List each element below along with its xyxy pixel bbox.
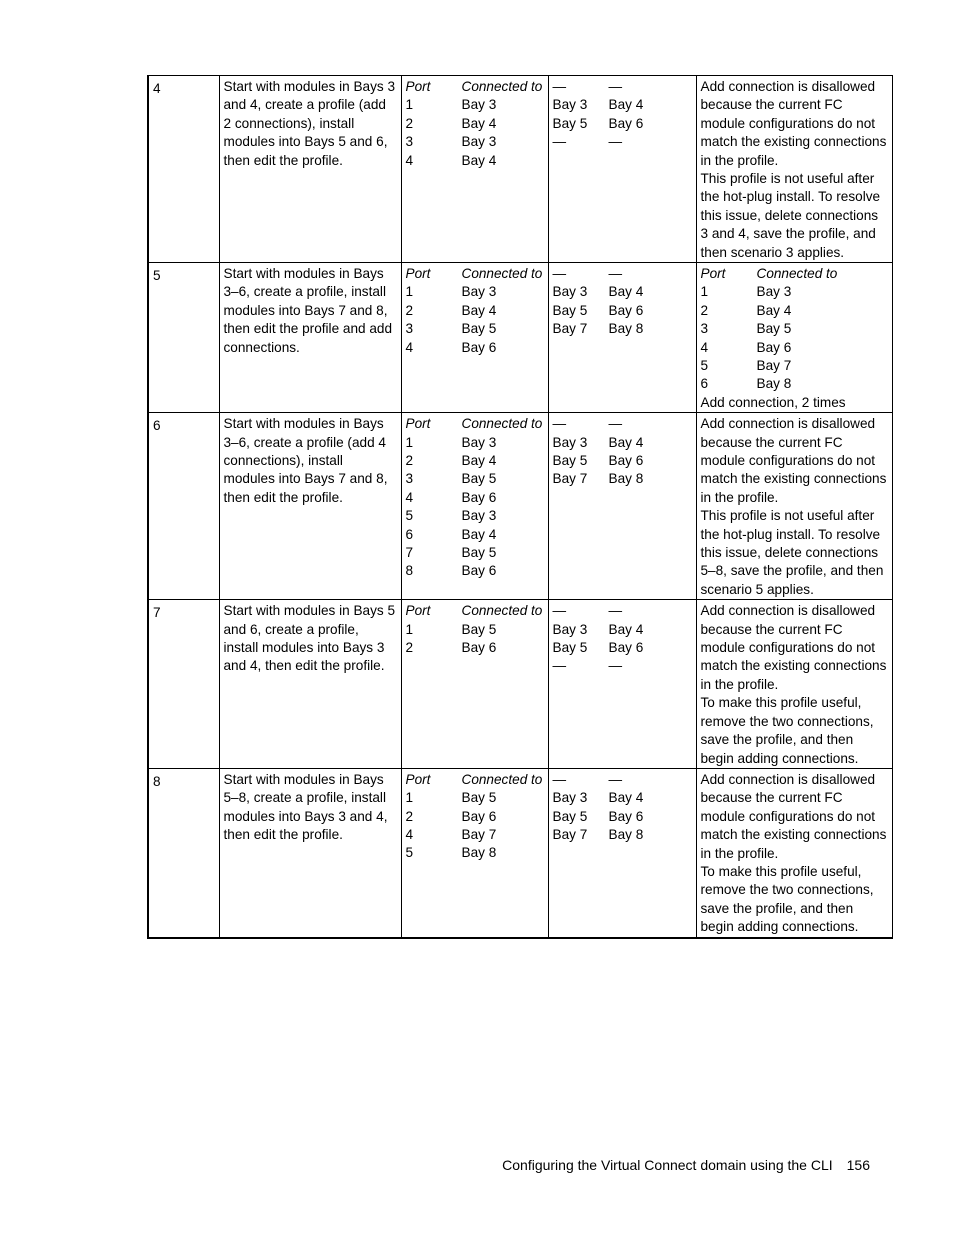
bay-left: Bay 5 [552, 640, 588, 656]
scenario-number: 5 [148, 263, 219, 413]
port-connections [401, 76, 548, 263]
connected-bay: Bay 6 [461, 489, 497, 505]
port-row [406, 96, 544, 114]
port-row [701, 339, 888, 357]
port-header: Port [405, 771, 431, 787]
port-number: 4 [405, 827, 414, 843]
connected-bay: Bay 6 [461, 640, 497, 656]
bay-row [553, 621, 692, 639]
port-number: 2 [405, 452, 414, 468]
connected-to-header: Connected to [756, 266, 838, 282]
result-paragraph: Add connection is disallowed because the current FC module configurations do not match the existing connections in the profile. [700, 771, 887, 861]
bay-left: Bay 7 [552, 827, 588, 843]
connected-bay: Bay 5 [461, 790, 497, 806]
port-row [701, 320, 888, 338]
port-table-header [701, 265, 888, 283]
bay-row [553, 320, 692, 338]
bay-row [553, 133, 692, 151]
bay-row [553, 657, 692, 675]
bay-left: — [552, 658, 567, 674]
port-header: Port [405, 266, 431, 282]
port-row [406, 302, 544, 320]
result-paragraph: Add connection is disallowed because the current FC module configurations do not match the existing connections in the profile. [700, 603, 887, 692]
port-row [406, 826, 544, 844]
bay-right: Bay 8 [608, 827, 644, 843]
installed-bays [548, 263, 696, 413]
port-table-header [406, 265, 544, 283]
scenario-row [148, 768, 892, 937]
installed-bays [548, 76, 696, 263]
scenario-description: Start with modules in Bays 5–8, create a profile, install modules into Bays 3 and 4, then edit the profile. [219, 768, 401, 937]
port-number: 3 [700, 321, 709, 337]
port-connections [401, 768, 548, 937]
installed-bays [548, 600, 696, 769]
bay-row [553, 639, 692, 657]
port-table-header [406, 78, 544, 96]
bay-right: Bay 4 [608, 434, 644, 450]
connected-bay: Bay 5 [756, 321, 792, 337]
scenario-description: Start with modules in Bays 3 and 4, create a profile (add 2 connections), install modules into Bays 5 and 6, then edit the profile. [219, 76, 401, 263]
bay-right: — [608, 79, 623, 94]
bay-left: Bay 3 [552, 621, 588, 637]
port-row [406, 283, 544, 301]
port-number: 1 [405, 434, 414, 450]
port-number: 2 [405, 302, 414, 318]
bay-right: — [608, 658, 623, 674]
bay-left: — [552, 416, 567, 432]
bay-row [553, 452, 692, 470]
port-row [406, 320, 544, 338]
bay-row [553, 283, 692, 301]
scenario-row [148, 76, 892, 263]
bay-row [553, 826, 692, 844]
port-row [701, 357, 888, 375]
connected-bay: Bay 3 [461, 97, 497, 113]
scenario-result [696, 413, 892, 600]
port-number: 2 [700, 302, 709, 318]
scenario-result [696, 263, 892, 413]
scenario-result [696, 768, 892, 937]
page-footer [502, 1157, 870, 1173]
port-number: 1 [700, 284, 709, 300]
bay-right: Bay 4 [608, 97, 644, 113]
port-number: 7 [405, 544, 414, 560]
port-header: Port [700, 266, 726, 282]
connected-to-header: Connected to [461, 771, 543, 787]
port-connections [401, 600, 548, 769]
scenario-description: Start with modules in Bays 3–6, create a profile (add 4 connections), install modules into Bays 7 and 8, then edit the profile. [219, 413, 401, 600]
port-number: 2 [405, 115, 414, 131]
connected-bay: Bay 7 [461, 827, 497, 843]
connected-bay: Bay 7 [756, 358, 792, 374]
port-table-header [406, 415, 544, 433]
port-row [406, 789, 544, 807]
bay-row [553, 302, 692, 320]
port-number: 3 [405, 134, 414, 150]
connected-bay: Bay 4 [461, 152, 497, 168]
scenario-description: Start with modules in Bays 5 and 6, create a profile, install modules into Bays 3 and 4, then edit the profile. [219, 600, 401, 769]
bay-left: — [552, 79, 567, 94]
connected-bay: Bay 5 [461, 321, 497, 337]
port-row [701, 302, 888, 320]
connected-bay: Bay 3 [756, 284, 792, 300]
port-row [701, 283, 888, 301]
port-row [406, 115, 544, 133]
port-number: 3 [405, 321, 414, 337]
port-table-header [406, 771, 544, 789]
connected-bay: Bay 4 [756, 302, 792, 318]
bay-right: Bay 6 [608, 808, 644, 824]
result-paragraph: Add connection is disallowed because the current FC module configurations do not match the existing connections in the profile. [700, 79, 887, 168]
bay-right: Bay 4 [608, 621, 644, 637]
scenario-description: Start with modules in Bays 3–6, create a profile, install modules into Bays 7 and 8, then edit the profile and add connections. [219, 263, 401, 413]
port-row [701, 375, 888, 393]
port-row [406, 639, 544, 657]
footer-title: Configuring the Virtual Connect domain using the CLI [502, 1157, 833, 1173]
bay-right: — [608, 134, 623, 150]
connected-bay: Bay 3 [461, 134, 497, 150]
port-row [406, 621, 544, 639]
port-row [406, 562, 544, 580]
scenario-row [148, 413, 892, 600]
connected-bay: Bay 8 [756, 376, 792, 392]
port-number: 4 [405, 489, 414, 505]
scenario-row [148, 263, 892, 413]
page-number: 156 [846, 1157, 870, 1173]
bay-left: — [552, 134, 567, 150]
bay-right: — [608, 416, 623, 432]
port-number: 2 [405, 808, 414, 824]
bay-row [553, 602, 692, 620]
bay-right: Bay 6 [608, 115, 644, 131]
port-row [406, 434, 544, 452]
bay-left: Bay 7 [552, 321, 588, 337]
port-number: 5 [405, 508, 414, 524]
port-table-header [406, 602, 544, 620]
port-row [406, 133, 544, 151]
port-number: 4 [405, 339, 414, 355]
bay-left: — [552, 771, 567, 787]
connected-to-header: Connected to [461, 416, 543, 432]
port-row [406, 544, 544, 562]
connected-bay: Bay 6 [756, 339, 792, 355]
scenario-table-body [148, 76, 892, 938]
port-number: 4 [700, 339, 709, 355]
port-number: 3 [405, 471, 414, 487]
bay-right: — [608, 266, 623, 282]
connected-bay: Bay 4 [461, 452, 497, 468]
bay-left: Bay 3 [552, 97, 588, 113]
bay-row [553, 789, 692, 807]
bay-row [553, 96, 692, 114]
bay-right: — [608, 603, 623, 619]
port-header: Port [405, 79, 431, 94]
scenario-number: 7 [148, 600, 219, 769]
scenario-number: 4 [148, 76, 219, 263]
port-row [406, 808, 544, 826]
port-number: 5 [405, 845, 414, 861]
port-number: 1 [405, 284, 414, 300]
port-number: 1 [405, 97, 414, 113]
port-connections [401, 263, 548, 413]
connected-bay: Bay 5 [461, 544, 497, 560]
installed-bays [548, 413, 696, 600]
connected-bay: Bay 4 [461, 302, 497, 318]
result-paragraph: Add connection is disallowed because the current FC module configurations do not match the existing connections in the profile. [700, 416, 887, 505]
bay-row [553, 771, 692, 789]
bay-left: — [552, 603, 567, 619]
port-header: Port [405, 416, 431, 432]
port-row [406, 452, 544, 470]
bay-left: Bay 5 [552, 808, 588, 824]
scenario-number: 8 [148, 768, 219, 937]
scenario-result [696, 600, 892, 769]
connected-to-header: Connected to [461, 603, 543, 619]
result-paragraph: This profile is not useful after the hot-plug install. To resolve this issue, delete connections 5–8, save the profile, and then scenario 5 applies. [700, 508, 884, 597]
bay-row [553, 265, 692, 283]
connected-bay: Bay 5 [461, 621, 497, 637]
bay-left: Bay 5 [552, 452, 588, 468]
bay-right: Bay 6 [608, 452, 644, 468]
port-number: 5 [700, 358, 709, 374]
port-connections [401, 413, 548, 600]
port-header: Port [405, 603, 431, 619]
port-number: 6 [405, 526, 414, 542]
connected-bay: Bay 3 [461, 508, 497, 524]
port-number: 1 [405, 621, 414, 637]
bay-right: Bay 6 [608, 302, 644, 318]
port-number: 4 [405, 152, 414, 168]
port-row [406, 470, 544, 488]
bay-row [553, 415, 692, 433]
scenario-row [148, 600, 892, 769]
bay-right: — [608, 771, 623, 787]
port-number: 2 [405, 640, 414, 656]
connected-to-header: Connected to [461, 266, 543, 282]
result-paragraph: To make this profile useful, remove the two connections, save the profile, and then begin adding connections. [700, 863, 874, 935]
port-row [406, 507, 544, 525]
bay-row [553, 808, 692, 826]
port-row [406, 152, 544, 170]
bay-left: Bay 3 [552, 790, 588, 806]
result-paragraph: This profile is not useful after the hot-plug install. To resolve this issue, delete connections 3 and 4, save the profile, and then scenario 3 applies. [700, 171, 881, 260]
bay-right: Bay 6 [608, 640, 644, 656]
bay-right: Bay 4 [608, 284, 644, 300]
bay-left: — [552, 266, 567, 282]
bay-right: Bay 8 [608, 321, 644, 337]
scenario-number: 6 [148, 413, 219, 600]
installed-bays [548, 768, 696, 937]
result-paragraph: Add connection, 2 times [700, 394, 846, 410]
port-number: 1 [405, 790, 414, 806]
port-number: 8 [405, 563, 414, 579]
bay-left: Bay 5 [552, 115, 588, 131]
bay-left: Bay 3 [552, 284, 588, 300]
bay-row [553, 78, 692, 96]
bay-row [553, 434, 692, 452]
result-paragraph: To make this profile useful, remove the two connections, save the profile, and then begin adding connections. [700, 695, 874, 766]
bay-left: Bay 7 [552, 471, 588, 487]
connected-bay: Bay 6 [461, 339, 497, 355]
port-row [406, 526, 544, 544]
scenario-table [147, 75, 893, 939]
bay-left: Bay 3 [552, 434, 588, 450]
connected-bay: Bay 3 [461, 284, 497, 300]
connected-bay: Bay 3 [461, 434, 497, 450]
port-row [406, 339, 544, 357]
connected-bay: Bay 4 [461, 115, 497, 131]
scenario-result [696, 76, 892, 263]
connected-to-header: Connected to [461, 79, 543, 94]
bay-row [553, 470, 692, 488]
connected-bay: Bay 6 [461, 563, 497, 579]
connected-bay: Bay 8 [461, 845, 497, 861]
connected-bay: Bay 6 [461, 808, 497, 824]
bay-row [553, 115, 692, 133]
port-row [406, 844, 544, 862]
bay-left: Bay 5 [552, 302, 588, 318]
port-row [406, 489, 544, 507]
connected-bay: Bay 4 [461, 526, 497, 542]
connected-bay: Bay 5 [461, 471, 497, 487]
port-number: 6 [700, 376, 709, 392]
bay-right: Bay 8 [608, 471, 644, 487]
bay-right: Bay 4 [608, 790, 644, 806]
